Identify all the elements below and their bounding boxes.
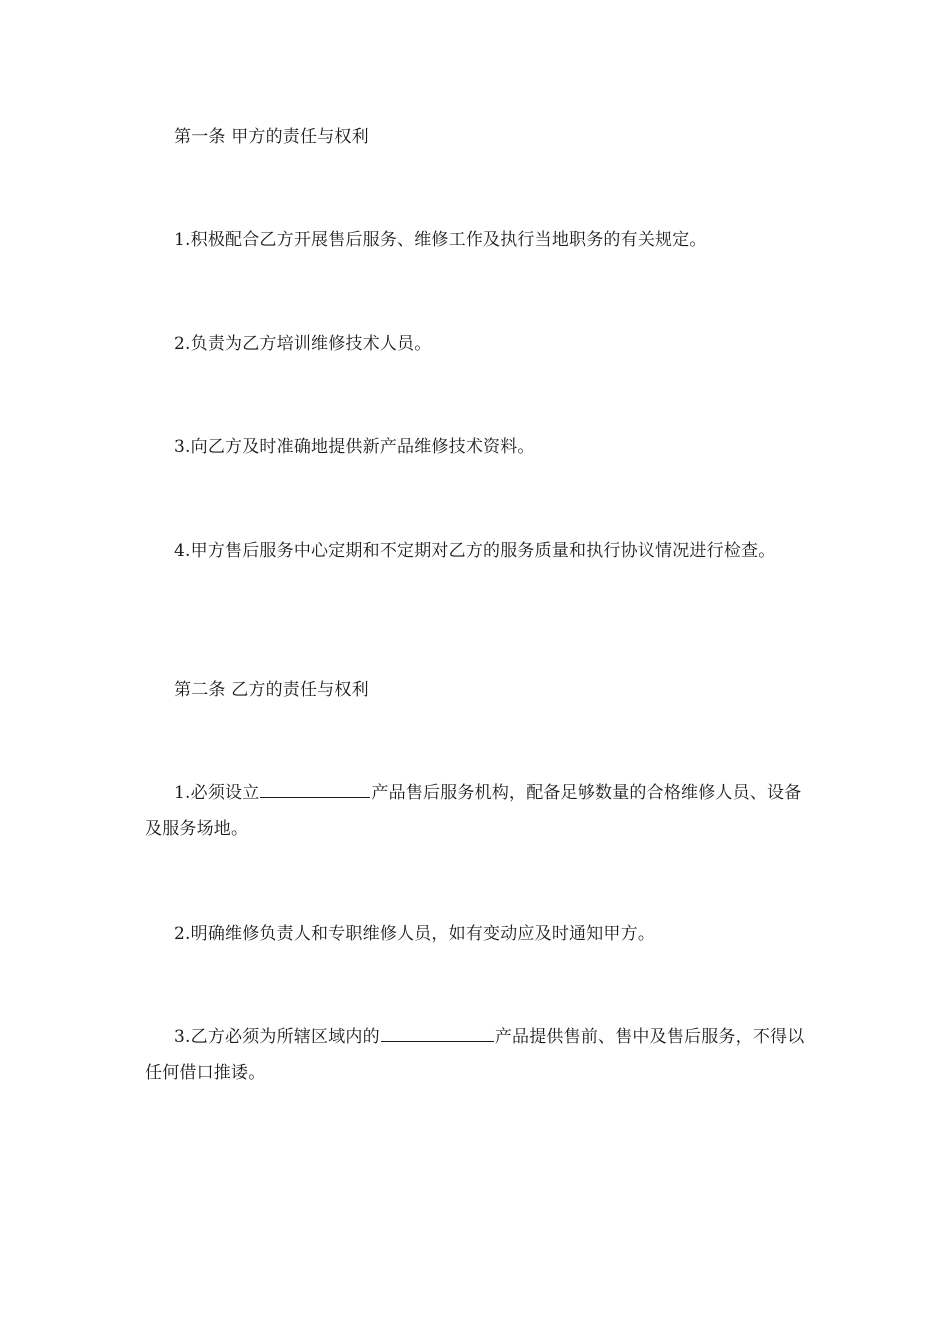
- article-1-item-4: 4.甲方售后服务中心定期和不定期对乙方的服务质量和执行协议情况进行检查。: [174, 541, 776, 561]
- article-2-item-1-rest: 产品售后服务机构，配备足够数量的合格维修人员、设备及服务场地。: [145, 783, 802, 839]
- article-2-item-2: 2.明确维修负责人和专职维修人员，如有变动应及时通知甲方。: [174, 924, 656, 944]
- article-2-item-3-rest: 产品提供售前、售中及售后服务，不得以任何借口推诿。: [145, 1027, 805, 1083]
- fill-in-blank-line[interactable]: [381, 1023, 494, 1042]
- article-2-item-1: [145, 775, 815, 847]
- article-2-item-3: [145, 1019, 815, 1091]
- article-1-item-2: 2.负责为乙方培训维修技术人员。: [174, 334, 432, 354]
- article-1-heading: 第一条 甲方的责任与权利: [174, 127, 369, 147]
- article-2-item-1-lead: 1.必须设立: [174, 783, 260, 803]
- fill-in-blank-line[interactable]: [260, 779, 370, 798]
- article-1-item-1: 1.积极配合乙方开展售后服务、维修工作及执行当地职务的有关规定。: [174, 230, 707, 250]
- article-2-item-3-lead: 3.乙方必须为所辖区域内的: [174, 1027, 380, 1047]
- article-2-heading: 第二条 乙方的责任与权利: [174, 680, 369, 700]
- article-1-item-3: 3.向乙方及时准确地提供新产品维修技术资料。: [174, 437, 535, 457]
